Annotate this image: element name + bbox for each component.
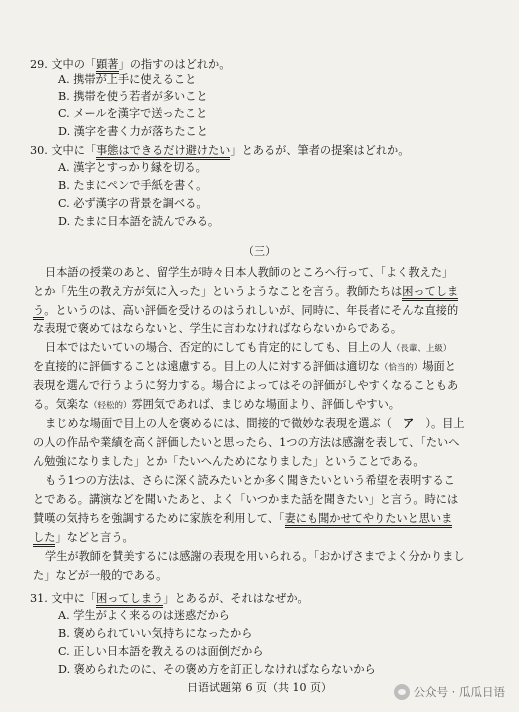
passage-line: た」などが一般的である。 xyxy=(33,569,168,582)
q31-stem: 31. 文中に「困ってしまう」とあるが、それはなぜか。 xyxy=(30,592,309,606)
q30-option-a: A. 漢字とすっかり縁を切る。 xyxy=(58,161,207,174)
passage-underline-komatte: 困ってしま xyxy=(402,285,458,301)
passage-line: した」などと言う。 xyxy=(33,531,134,545)
q31-option-b: B. 褒められていい気持ちになったから xyxy=(58,627,253,640)
q29-option-a: A. 携帯が上手に使えること xyxy=(58,73,197,86)
wechat-icon xyxy=(394,684,410,700)
gloss: （恰当的） xyxy=(379,363,423,373)
passage-line: もう1つの方法は、さらに深く読みたいとか多く聞きたいという希望を表明するこ xyxy=(45,474,455,487)
q30-underlined-phrase: 事態はできるだけ避けたい xyxy=(96,144,230,160)
passage-line: う。というのは、高い評価を受けるのはうれしいが、同時に、年長者にそんな直接的 xyxy=(33,304,458,318)
passage-line: とか「先生の教え方が気に入った」というようなことを言う。教師たちは困ってしま xyxy=(33,285,458,299)
q31-underlined-phrase: 困ってしまう xyxy=(96,592,163,608)
q29-underlined-word: 顕著 xyxy=(96,58,118,74)
q29-option-c: C. メールを漢字で送ったこと xyxy=(58,107,208,120)
gloss: （長輩、上級） xyxy=(391,344,452,354)
watermark xyxy=(394,684,505,700)
passage-line: まじめな場面で目上の人を褒めるには、間接的で微妙な表現を選ぶ（ ア ）。目上 xyxy=(45,417,465,430)
passage-line: を直接的に評価することは遠慮する。目上の人に対する評価は適切な（恰当的）場面と xyxy=(33,360,456,373)
passage-underline-tsuma: 妻にも聞かせてやりたいと思いま xyxy=(285,512,453,528)
q31-option-d: D. 褒められたのに、その褒め方を訂正しなければならないから xyxy=(58,663,376,676)
section-title: （三） xyxy=(242,245,277,258)
passage-line: の人の作品や業績を高く評価したいと思ったら、1つの方法は感謝を表して、「たいへ xyxy=(33,436,460,449)
q29-option-d: D. 漢字を書く力が落ちたこと xyxy=(58,125,208,138)
q30-option-c: C. 必ず漢字の背景を調べる。 xyxy=(58,197,208,210)
passage-line: 学生が教師を賛美するには感謝の表現を用いられる。「おかげさまでよく分かりまし xyxy=(45,550,465,563)
passage-line: 日本語の授業のあと、留学生が時々日本人教師のところへ行って、「よく教えた」 xyxy=(45,266,454,279)
q31-option-a: A. 学生がよく来るのは迷惑だから xyxy=(58,609,230,622)
q29-option-b: B. 携帯を使う若者が多いこと xyxy=(58,90,208,103)
passage-line: 表現を選んで行うように努力する。場合によってはその評価がしやすくなることもあ xyxy=(33,379,459,392)
watermark-text: 公众号 · 瓜瓜日语 xyxy=(413,685,505,699)
passage-line: 賛嘆の気持ちを強調するために家族を利用して、「妻にも聞かせてやりたいと思いま xyxy=(33,512,452,526)
q31-option-c: C. 正しい日本語を教えるのは面倒だから xyxy=(58,645,264,658)
q30-option-b: B. たまにペンで手紙を書く。 xyxy=(58,179,208,192)
q29-stem: 29. 文中の「顕著」の指すのはどれか。 xyxy=(30,58,230,72)
passage-line: ん勉強になりました」とか「たいへんためになりました」ということである。 xyxy=(33,455,425,468)
passage-line: とである。講演などを聞いたあと、よく「いつかまた話を聞きたい」と言う。時には xyxy=(33,493,459,506)
passage-line: 日本ではたいていの場合、否定的にしても肯定的にしても、目上の人（長輩、上級） xyxy=(45,341,452,354)
q30-stem: 30. 文中に「事態はできるだけ避けたい」とあるが、筆者の提案はどれか。 xyxy=(30,144,409,158)
q30-option-d: D. たまに日本語を読んでみる。 xyxy=(58,215,220,228)
page-footer: 日语试题第 6 页（共 10 页） xyxy=(187,681,332,694)
gloss: （轻松的） xyxy=(88,401,132,411)
passage-line: る。気楽な（轻松的）雰囲気であれば、まじめな場面より、評価しやすい。 xyxy=(33,398,400,411)
blank-a: ア xyxy=(403,417,415,430)
passage-line: な表現で褒めてはならないと、学生に言わなければならないからである。 xyxy=(33,322,403,335)
